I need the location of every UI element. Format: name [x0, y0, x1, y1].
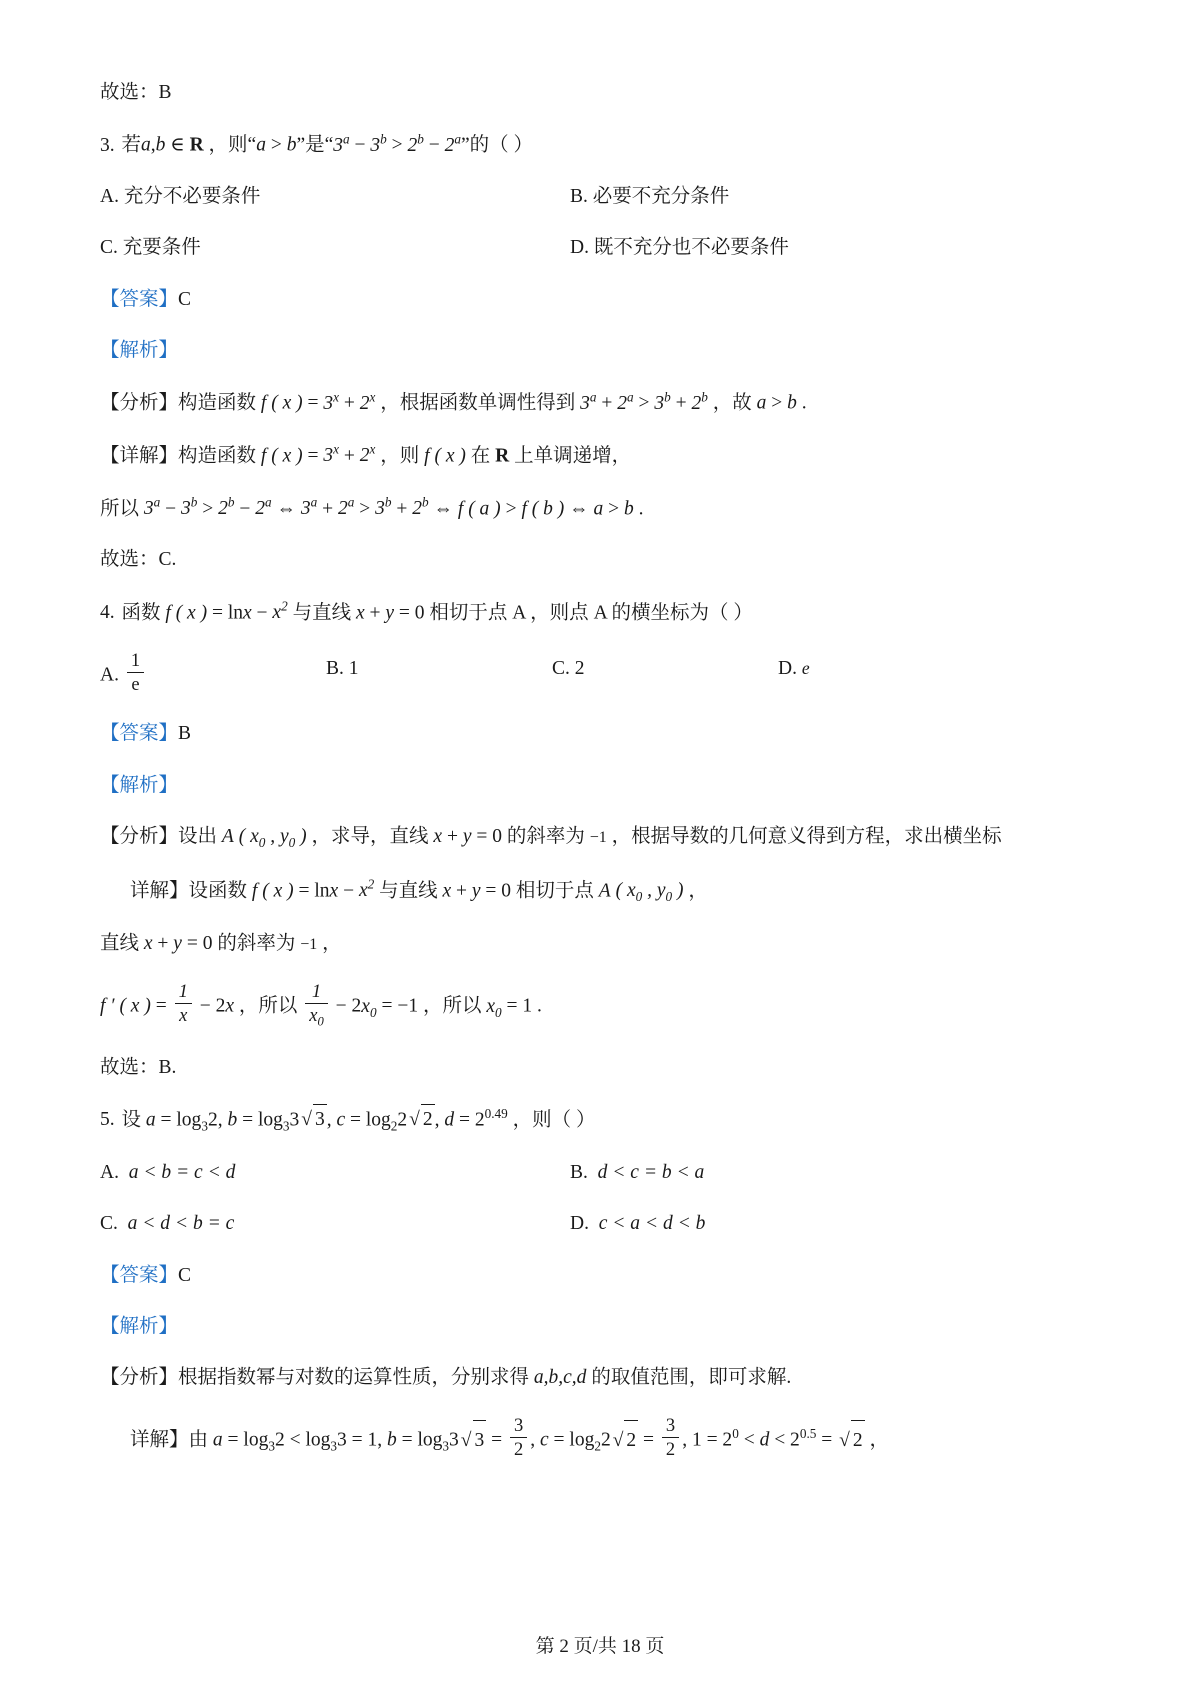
q3-option-d[interactable] [570, 233, 1040, 262]
q3-option-c-key: C. [100, 237, 118, 259]
q4-option-a-key: A. [100, 664, 119, 686]
q5-option-d-key: D. [570, 1213, 589, 1235]
q3-answer-value: C [178, 288, 192, 310]
q3-option-a-key: A. [100, 186, 119, 207]
q3-option-c-text: 充要条件 [122, 237, 201, 259]
q3-analysis-tag-line [100, 336, 1100, 365]
q5-option-a[interactable] [100, 1158, 570, 1187]
q4-detail-line-2: 直线 x + y = 0 的斜率为 −1 ， [100, 933, 342, 955]
question-5-stem: 5. 设 $a = \log_32$, $b = \log_33$ √ 3 , $c = \log_22$ √ 2 , $d = 2^{0.49}$ ，则（ ） [100, 1105, 596, 1134]
q4-number: 4. [100, 602, 115, 623]
q4-fenxi-line: 【分析】设出 A ( $x_0$ , $y_0$ ) ，求导，直线 x + y = 0 的斜率为 −1 ，根据导数的几何意义得到方程，求出横坐标 [100, 825, 1002, 850]
q5-option-c-text: a < d < b = c [122, 1213, 235, 1235]
q3-option-d-key: D. [570, 237, 589, 259]
question-3-options-row-2 [100, 233, 1100, 262]
q3-option-b-text: 必要不充分条件 [592, 186, 730, 207]
page-footer: 第 2 页/共 18 页 [535, 1636, 665, 1657]
xiangjie-tag-alt: 详解】 [130, 1429, 189, 1451]
q3-answer-line [100, 285, 1100, 314]
q3-conclusion: 故选：C. [100, 549, 177, 571]
q5-option-b[interactable] [570, 1158, 1040, 1187]
fenxi-tag: 【分析】 [100, 392, 179, 414]
q4-option-c[interactable] [552, 649, 778, 697]
q3-option-b-key: B. [570, 186, 588, 207]
q4-option-c-key: C. [552, 658, 570, 680]
question-4-stem: 4. 函数 f ( x ) = $\ln x - x^2$ 与直线 x + y = 0 相切于点 A ，则点 A 的横坐标为（ ） [100, 598, 753, 623]
q5-option-b-text: d < c = b < a [592, 1162, 705, 1184]
q5-option-a-key: A. [100, 1162, 119, 1184]
q5-answer-value: C [178, 1264, 192, 1286]
q5-fenxi-line: 【分析】根据指数幂与对数的运算性质，分别求得 a,b,c,d 的取值范围，即可求解. [100, 1367, 792, 1389]
q5-option-d[interactable] [570, 1209, 1040, 1238]
xiangjie-tag-alt: 详解】 [130, 880, 189, 902]
q3-number: 3. [100, 134, 115, 156]
q4-answer-line [100, 719, 1100, 748]
question-5-options-row-2 [100, 1209, 1100, 1238]
q4-option-d-value: e [801, 658, 810, 679]
analysis-tag: 【解析】 [100, 339, 179, 361]
q3-option-c[interactable] [100, 233, 570, 262]
q5-option-d-text: c < a < d < b [593, 1213, 706, 1235]
q4-option-d[interactable] [778, 649, 1004, 697]
fenxi-tag: 【分析】 [100, 1367, 179, 1389]
q5-option-c[interactable] [100, 1209, 570, 1238]
q3-detail-line-2: 所以 $3^a - 3^b > 2^b - 2^a$ ⇔ $3^a + 2^a > 3^b + 2^b$ ⇔ f ( a ) > f ( b ) ⇔ a > b . [100, 494, 644, 519]
q4-option-b-value: 1 [348, 658, 359, 680]
q2-answer-line: 故选：B [100, 82, 172, 103]
answer-tag: 【答案】 [100, 288, 179, 310]
q5-analysis-tag-line [100, 1312, 1100, 1341]
q3-option-a[interactable] [100, 182, 570, 211]
q5-option-a-text: a < b = c < d [123, 1162, 236, 1184]
xiangjie-tag: 【详解】 [100, 445, 179, 467]
q3-option-d-text: 既不充分也不必要条件 [593, 237, 789, 259]
question-3-stem: 3. 若a,b ∈ R ，则“a > b”是“$3^a - 3^b > 2^b - 2^a$”的（ ） [100, 131, 534, 156]
answer-tag: 【答案】 [100, 723, 179, 745]
question-3-options-row-1 [100, 182, 1100, 211]
q4-detail-line-3: f ′ ( x ) = $\frac{1}{x}$ − 2x ，所以 $\frac{1}{x_0}$ − $2x_0 = -1$ ，所以 $x_0 = 1$ . [100, 981, 542, 1030]
q4-answer-value: B [178, 723, 192, 745]
q4-conclusion: 故选：B. [100, 1056, 177, 1078]
question-4-options [100, 649, 1100, 697]
q5-option-b-key: B. [570, 1162, 588, 1184]
q4-option-a[interactable] [100, 649, 326, 697]
q4-option-a-value: $\frac{1}{e}$ [127, 649, 144, 697]
q4-option-d-key: D. [778, 658, 797, 680]
answer-tag: 【答案】 [100, 1264, 179, 1286]
q4-option-c-value: 2 [574, 658, 585, 680]
q5-number: 5. [100, 1109, 115, 1131]
question-5-options-row-1 [100, 1158, 1100, 1187]
q4-analysis-tag-line [100, 771, 1100, 800]
q4-option-b[interactable] [326, 649, 552, 697]
analysis-tag: 【解析】 [100, 1315, 179, 1337]
q5-detail-line-1: 详解】由 $a = \log_32 < \log_33 = 1$, $b = \log_33$ √ 3 = $\frac{3}{2}$ , $c = \log_22$ √ 2 = $\frac{3}{2}$ , $1 = 2^0 < d < 2^{0.5}$ = √ 2 ， [130, 1415, 889, 1461]
q3-detail-line-1: 【详解】构造函数 f ( x ) = $3^x + 2^x$ ，则 f ( x ) 在 R 上单调递增， [100, 441, 632, 467]
fenxi-tag: 【分析】 [100, 825, 179, 847]
q3-fenxi-line: 【分析】构造函数 f ( x ) = $3^x + 2^x$ ，根据函数单调性得到 $3^a + 2^a > 3^b + 2^b$ ，故 a > b . [100, 389, 807, 414]
analysis-tag: 【解析】 [100, 774, 179, 796]
q3-option-b[interactable] [570, 182, 1040, 211]
q4-detail-line-1: 详解】设函数 f ( x ) = $\ln x - x^2$ 与直线 x + y = 0 相切于点 A ( $x_0$ , $y_0$ ) ， [130, 876, 708, 905]
q3-option-a-text: 充分不必要条件 [123, 186, 261, 207]
q4-option-b-key: B. [326, 658, 344, 680]
q5-answer-line [100, 1261, 1100, 1290]
q5-option-c-key: C. [100, 1213, 118, 1235]
